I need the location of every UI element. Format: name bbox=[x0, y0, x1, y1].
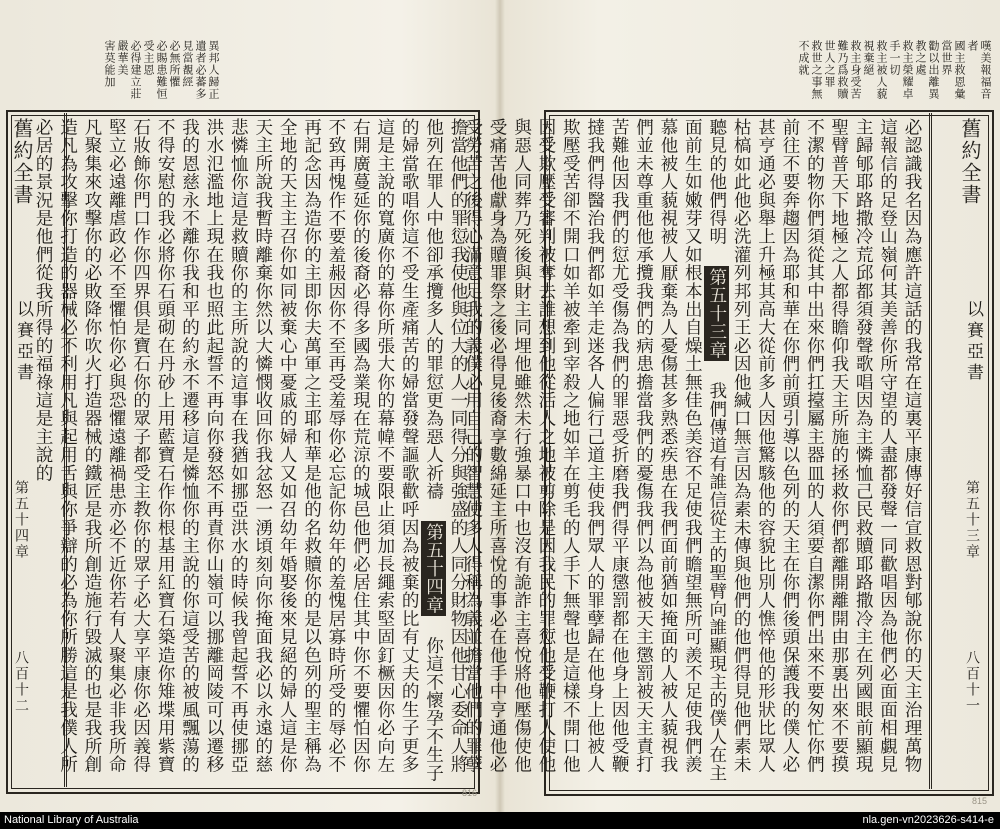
left-header-title: 舊約全書 bbox=[10, 118, 34, 206]
margin-note: 異邦人歸正 bbox=[207, 40, 220, 100]
margin-note: 必無所懼 bbox=[168, 40, 181, 88]
margin-note: 世人之罪 bbox=[823, 40, 836, 88]
margin-note: 救主被人藐 bbox=[875, 40, 888, 100]
margin-note: 難乃爲救贖 bbox=[836, 40, 849, 100]
right-header-rule bbox=[931, 113, 932, 789]
right-header-rule bbox=[929, 113, 930, 789]
chapter-heading-box: 第五十四章 bbox=[421, 521, 445, 616]
right-header-book: 以賽亞書 bbox=[963, 300, 983, 384]
margin-note: 教之處 bbox=[914, 40, 927, 76]
left-pencil-mark: 816 bbox=[462, 788, 478, 798]
margin-note: 救世之事無 bbox=[810, 40, 823, 100]
right-header-title: 舊約全書 bbox=[958, 118, 982, 206]
margin-note: 受主恩 bbox=[142, 40, 155, 76]
footer-item-id: nla.gen-vn2023626-s414-e bbox=[862, 814, 994, 826]
right-pencil-mark: 815 bbox=[972, 796, 988, 806]
margin-note: 遺者必蕃多 bbox=[194, 40, 207, 100]
margin-note: 見當覩經 bbox=[181, 40, 194, 88]
margin-note: 嚴華美 bbox=[116, 40, 129, 76]
left-header-chapter: 第五十四章 bbox=[13, 480, 29, 560]
right-body-paragraph: 必認識我名因為應許這話的我常在這裏平康傳好信宣救恩對郇說你的天主治理萬物這報信的足登山嶺何其美善你所守望的人盡都發聲一同歡唱因為他們必面面相覷見主歸郇耶路撒冷荒邱都須發聲歌唱因為主憐恤己民救贖耶路撒冷主在列國眼前顯現聖臂普天下地極之人都得瞻仰我天主所施的拯救你們都離開離開由那裏出來不要摸不潔的物你們須從其中出來你們扛擡屬主器皿的人須要自潔你們出來不要匆忙你們前往不要奔趨因為耶和華在你們前頭引導以色列的天主在你們後頭保護我的僕人必甚亨通必與舉上升極其高大從前多人因他驚駭他的容貌比別人憔悴他的形狀比眾人枯槁如此他必洗灌列邦列王必因他緘口無言因為素未傳與他們的他們得見他們素未聽見的他們得明 第五十三章 我們傳道有誰信從主的聖臂向誰顯現主的僕人在主面前生如嫩芽又如根本出自燥土無佳色美容不足使我們瞻望無所可羨不足使我們羨慕他被人藐視被人厭棄為人憂傷甚多熟悉疾患在我們面前猶如掩面的人被人藐視我們並未尊重他他承攬我們的病患擔當我們的憂傷我們以為他被天主懲罰被天主責打苦難他因我們的愆尤受傷為我們的罪惡受折磨我們得平康懲罰都在他身上因他受鞭撻我們得醫治我們都如羊走迷各人偏行己道主使我們眾人的罪孽歸在他身上他被人欺壓受苦卻不開口如羊被牽到宰殺之地如羊在剪毛的人手下無聲也是這樣不開口他因受欺壓受審判被奪去誰想到他從活人之地被剪除是因我民的罪愆他受鞭打人使他與惡人同葬乃死後與財主同埋他雖然未行強暴口中也沒有詭詐主喜悅將他壓傷使他受痛苦他獻身為贖罪祭之後必得見後裔享數綿延主所喜悅的事必在他手中亨通他必受勞苦之後得心滿意足我的義僕必用自己的智慧使多人得稱為義並擔當他們的罪孽 bbox=[462, 118, 922, 782]
footer-library-name: National Library of Australia bbox=[4, 814, 139, 826]
left-body-text bbox=[33, 118, 470, 783]
margin-note: 視棄絕 bbox=[862, 40, 875, 76]
chapter-heading-box: 第五十三章 bbox=[704, 266, 728, 361]
margin-note: 嘆美報福音 bbox=[979, 40, 992, 100]
margin-note: 救主身受苦 bbox=[849, 40, 862, 100]
margin-note: 必賜患難恒 bbox=[155, 40, 168, 100]
left-margin-notes bbox=[40, 40, 220, 120]
right-margin-notes bbox=[536, 40, 992, 120]
margin-note: 手一切 bbox=[888, 40, 901, 76]
margin-note: 必得建立莊 bbox=[129, 40, 142, 100]
right-body-text bbox=[462, 118, 924, 784]
margin-note: 國主救恩彙 bbox=[953, 40, 966, 100]
left-page bbox=[0, 0, 498, 812]
right-header-page-number: 八百十一 bbox=[964, 650, 980, 714]
image-footer bbox=[0, 812, 1000, 829]
margin-note: 害莫能加 bbox=[103, 40, 116, 88]
left-header-book: 以賽亞書 bbox=[13, 300, 33, 384]
left-body-paragraph: 擔當他們的罪愆我使他與位大的人一同得分與強盛的人同分財物因他甘心委命人將他列在罪人中他卻承攬多人的罪愆更為惡人祈禱 第五十四章 你這不懷孕不生子的婦當歌唱你這不受生產痛苦的婦當發聲謳歌歡呼因為被棄的比有丈夫的生子更多這是主說的寬廣你的幕你所張大你的幕幃不要限止須加長繩索堅固釘橛因你必向左右開廣蔓延你的後裔必得多國為業現在荒涼的城邑他們必居住其中你不要懼怕因你不致再愧作不要羞赧因你不至再受羞辱你必忘記你幼年的羞愧居寡時所受的辱必不再記念因為造你的主即你夫萬軍之主耶和華是他的名救贖你的是以色列的聖主稱為全地的天主主召你如同被棄心中憂戚的婦人又如召幼年婚娶後來見絕的婦人這是你天主所說我暫時離棄你然以大憐憫收回你我忿怒一湧頃刻向你掩面我必以永遠的慈悲憐恤你這是救贖你的主所說的這事在我猶如挪亞洪水的時候我曾起誓不再使挪亞洪水氾濫地上現在我也照此起誓不再向你發怒不再責你山嶺可以挪離岡陵可以遷移我的恩慈永不離你我和平的約永不遷移這是憐恤你的主說的你這受苦的被風飄蕩的不得安慰的我必將你石頭砌在丹砂上用藍寶石作你根基用紅寶石築造你雉堞用紫寶石妝飾你門口作你四界俱是寶石你的眾子都受主教你的眾子必大享平康你必因義得堅立必遠離虐政必不至懼怕你必與恐懼遠離禍患亦必不近你若有人聚集必非我所命凡聚集來攻擊你的必敗降你吹火打造器械的鐵匠是我所創造施行毀滅的也是我所創造凡為攻擊你打造的器械必不利用凡與起用舌與你爭辯的必為你所勝這是我僕人所必居的景況是他們從我所得的福祿這是主說的 bbox=[33, 118, 468, 783]
margin-note: 者 bbox=[966, 40, 979, 52]
margin-note: 勸以出離異 bbox=[927, 40, 940, 100]
left-header-page-number: 八百十二 bbox=[13, 650, 29, 714]
right-header-chapter: 第五十三章 bbox=[964, 480, 980, 560]
margin-note: 當世界 bbox=[940, 40, 953, 76]
margin-note: 救主榮耀卓 bbox=[901, 40, 914, 100]
margin-note: 不成就 bbox=[797, 40, 810, 76]
